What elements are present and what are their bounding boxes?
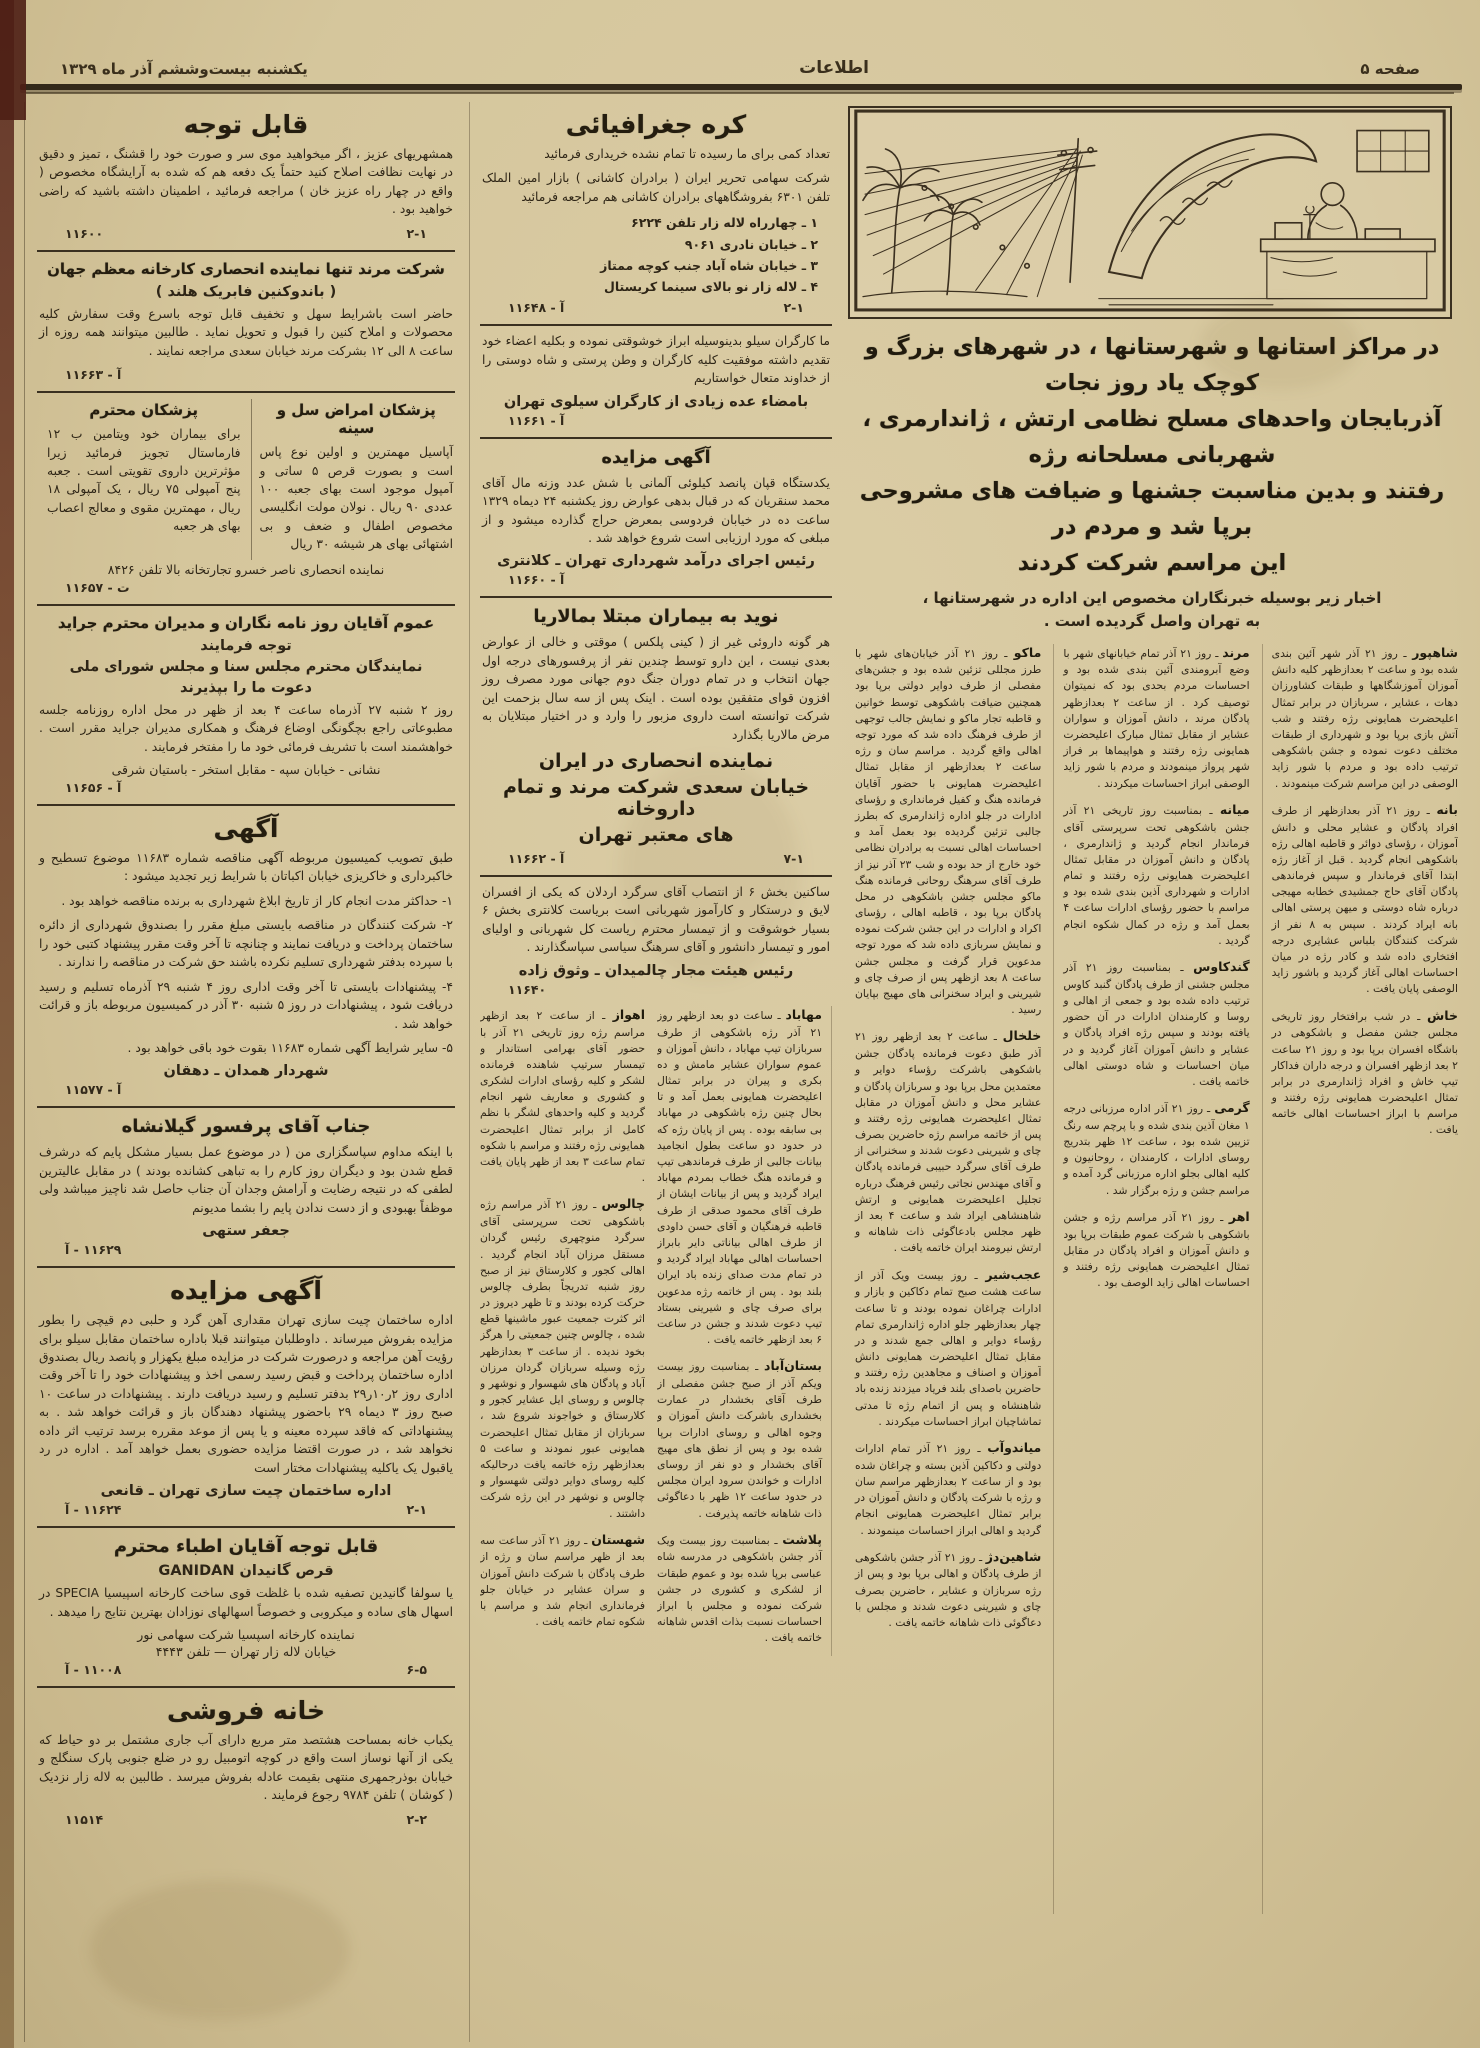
ad-title: کره جغرافیائی (565, 110, 747, 139)
ad-signature: بامضاء عده زیادی از کارگران سیلوی تهران (503, 393, 809, 410)
ad-section (37, 1106, 455, 1266)
ad-footer-line: نماینده کارخانه اسپسیا شرکت سهامی نور (137, 1626, 355, 1642)
city-name: بستان‌آباد (764, 1358, 822, 1374)
news-item: مهاباد ـ ساعت دو بعد ازظهر روز ۲۱ آذر رژه باشکوهی از طرف سربازان تیپ مهاباد ، دانش آموزان و عموم سواران عشایر مامش و ده بکری و پیران در برابر تمثال اعلیحضرت همایونی بعمل آمد و تا بحال چنین رژه باشکوهی در مهاباد بی سابقه بوده . پس از پایان رژه که در حدود دو ساعت بطول انجامید بیانات جالبی از طرف فرماندهی تیپ و فرمانده هنگ خطاب بمردم مهاباد ایراد گردید و پس از بیانات ایشان از طرف آقای محمود صدقی از طرف قاطبه فرهنگیان و آقای حسن داودی از طرف اهالی بیاناتی دایر بابراز احساسات اهالی مهاباد ایراد گردید و در تمام مدت صدای زنده باد ایران بلند بود . پس از خاتمه رژه مدعوین برای صرف چای و شیرینی بستاد تیپ دعوت شدند و جشن در ساعت ۶ بعد ازظهر خاتمه یافت . (657, 1006, 822, 1347)
makou-column (846, 644, 1041, 1914)
ad-branch-line: ۲ ـ خیابان نادری ۹۰۶۱ (684, 236, 818, 252)
city-name: خلخال (1002, 1028, 1042, 1044)
ad-section (37, 1526, 455, 1686)
ad-paragraph: تعداد کمی برای ما رسیده تا تمام نشده خریداری فرمائید (544, 147, 830, 161)
ad-paragraph: ما کارگران سیلو بدینوسیله ابراز خوشوقتی نموده و بکلیه اعضاء خود تقدیم داشته موفقیت کلیه کارگران و وطن پرستی و شاه دوستی را از خداوند متعال خواستاریم (482, 334, 830, 386)
ad-reference-row (39, 1811, 453, 1828)
ad-code-number: ۱۱۶۴۰ (508, 981, 547, 997)
ad-paragraph: آپاسیل مهمترین و اولین نوع پاس است و بصورت قرص ۵ ساتی و آمپول موجود است بهای جعبه ۱۰۰ عددی ۹۰ ریال . نولان مولت انگلیسی مخصوص اطفال و ضعف و بی اشتهائی بهای هر شیشه ۳۰ ریال (259, 445, 453, 552)
city-name: گرمی (1214, 1100, 1250, 1116)
middle-ads-stack (480, 102, 832, 1006)
news-item: خلخال ـ ساعت ۲ بعد ازظهر روز ۲۱ آذر طبق دعوت فرمانده پادگان جشن باشکوهی باشرکت رؤساء دوایر و معتمدین محل برپا بود و سربازان پادگان و عشایر محل و دانش آموزان در مقابل تمثال اعلیحضرت همایونی رژه رفتند و پس از خاتمه مراسم رژه حاضرین بصرف چای و شیرینی دعوت شدند و سخنرانی از طرف آقای سرگرد حبیبی فرمانده پادگان و آقای مهندس نجاتی رئیس فرهنگ درباره تجلیل اعلیحضرت همایونی و ارتش شاهنشاهی ایراد شد و ساعت ۴ بعد از ظهر مجلس بادعاگوئی ذات شاهانه و ارتش نیرومند ایران خاتمه یافت . (855, 1028, 1042, 1255)
ad-title: آگهی مزایده (601, 446, 711, 468)
news-item: گرمی ـ روز ۲۱ آذر اداره مرزبانی درجه ۱ مغان آذین بندی شده و با پرچم سه رنگ تزیین شده بود ، ساعت ۱۲ ظهر بتدریج روسای ادارات ، کارمندان ، روحانیون و کلیه اهالی بجلو اداره مرزبانی گرد آمده و مراسم جشن و رژه برگزار شد . (1063, 1100, 1250, 1197)
ad-paragraph: برای بیماران خود ویتامین ب ۱۲ فارماستال تجویز فرمائید زیرا مؤثرترین داروی تقویتی است . جعبه پنج آمپولی ۷۵ ریال ، یک آمپولی ۱۸ ریال ، مهمترین مقوی و معالج اعصاب بهای هر جعبه (47, 427, 241, 534)
marand-column (1053, 644, 1249, 1914)
city-name: عجب‌شیر (985, 1266, 1042, 1282)
ahvaz-column (480, 1006, 645, 1656)
news-item: چالوس ـ روز ۲۱ آذر مراسم رژه باشکوهی تحت سرپرستی آقای سرگرد منوچهری رئیس گردان مستقل مرزان آباد انجام گردید . اهالی کجور و کلارستاق نیز از صبح روز شنبه تدریجاً بطرف چالوس حرکت کرده بودند و تا ظهر دیروز در اثر کثرت جمعیت عبور ماشینها قطع شده ، چالوس چنین جمعیتی را هرگز بخود ندیده . از ساعت ۳ بعدازظهر رژه وسیله سربازان گردان مرزان آباد و پادگان های شهسوار و نوشهر و چالوس و روسای ایل عشایر کجور و کلارستاق و خواجوند شروع شد ، سربازان از مقابل تمثال اعلیحضرت همایونی عبور نمودند و ساعت ۵ بعدازظهر رژه خاتمه یافت درحالیکه کلیه روسای دوایر دولتی شهسوار و چالوس و نوشهر در این رژه شرکت داشتند . (480, 1196, 645, 1520)
ad-paragraph: هر گونه داروئی غیر از ( کینی پلکس ) موقتی و خالی از عوارض بعدی نیست ، این دارو توسط چندین نفر از پرفسورهای درجه اول جهان انتخاب و در تمام دوران جنگ دوم جهانی مورد مصرف روز افزون قوای متفقین بوده است . اینک پس از سه سال بزحمت این شرکت توانسته است داروی مزبور را وارد و در اختیار مبتلایان به مرض مالاریا بگذارد (482, 635, 830, 742)
ad-paragraph: ۱- حداکثر مدت انجام کار از تاریخ ابلاغ شهرداری به برنده مناقصه خواهد بود . (61, 893, 453, 908)
news-item: عجب‌شیر ـ روز بیست ویک آذر از ساعت هشت صبح تمام دکاکین و بازار و ادارات چراغان نموده بودند و تا ساعت چهار بعدازظهر جلو اداره ژاندارمری تمام رؤساء دوایر و اهالی جمع شدند و در مقابل تمثال اعلیحضرت همایونی دانش آموزان و اصناف و مجاهدین رژه رفتند و حاضرین باصدای بلند فریاد میزدند زنده باد شاهنشاه و پس از اتمام رژه تا مدتی تماشاچیان ابراز احساسات میکردند . (854, 1266, 1042, 1428)
news-item: میانه ـ بمناسبت روز تاریخی ۲۱ آذر جشن باشکوهی تحت سرپرستی آقای فرماندار انجام گردید و ژاندارمری ، پادگان و دانش آموزان در مقابل تمثال اعلیحضرت همایونی رژه رفتند و تمام ادارات و شهرداری آذین بندی شده بود و مراسم با حضور رؤسای ادارات ساعت ۴ بعمل آمد و رژه در کمال شکوه انجام گردید . (1063, 801, 1250, 947)
ad-series-number: ۲-۱ (406, 1502, 427, 1518)
ad-section (37, 391, 455, 604)
scan-edge-strip (0, 0, 14, 2048)
ad-reference-row (39, 1661, 453, 1678)
headline-line: این مراسم شرکت کردند (1017, 550, 1287, 576)
ad-title: خانه فروشی (167, 1695, 325, 1725)
ad-subtitle: دعوت ما را بپذیرند (180, 679, 312, 696)
masthead-illustration (848, 106, 1452, 319)
ad-branch-line: ۱ ـ چهارراه لاله زار تلفن ۶۲۲۴ (631, 215, 818, 231)
ad-reference-row (39, 1241, 453, 1258)
ad-subtitle: قرص گانیدان GANIDAN (158, 1563, 334, 1580)
ad-display-line: های معتبر تهران (578, 824, 734, 846)
ad-signature: اداره ساختمان چیت سازی تهران ـ قانعی (100, 1483, 392, 1500)
ad-branch-list (494, 212, 818, 297)
news-item: میاندوآب ـ روز ۲۱ آذر تمام ادارات دولتی و دکاکین آذین بسته و چراغان شده بود و از ساعت ۲ بعدازظهر مراسم سان و رژه با شرکت پادگان و دانش آموزان در برابر تمثال اعلیحضرت همایونی انجام گردید و اهالی ابراز احساسات مینمودند . (855, 1440, 1042, 1537)
ad-code-number: آ - ۱۱۶۴۸ (508, 300, 565, 316)
ad-section (480, 102, 832, 324)
news-item: شهستان ـ روز ۲۱ آذر ساعت سه بعد از ظهر مراسم سان و رژه از طرف پادگان با شرکت دانش آموزان و سران عشایر در خیابان جلو فرمانداری انجام شد و مراسم با شکوه تمام خاتمه یافت . (480, 1531, 645, 1629)
twin-ad (39, 399, 241, 560)
ad-title: قابل توجه (183, 110, 309, 139)
ad-signature: جعفر ستهی (202, 1223, 290, 1240)
city-name: شاهپور (1412, 644, 1458, 660)
ad-signature: شهردار همدان ـ دهقان (163, 1063, 329, 1080)
city-name: بانه (1436, 801, 1458, 817)
ad-reference-row (482, 412, 830, 429)
ad-code-number: ت - ۱۱۶۵۷ (65, 579, 130, 595)
city-name: مرند (1222, 644, 1250, 660)
ad-series-number: ۲-۱ (783, 300, 804, 316)
ad-section (37, 804, 455, 1106)
ad-code-number: ۱۱۵۱۴ (65, 1811, 104, 1827)
ad-code-number: ۱۱۰۰۸ - آ (65, 1661, 122, 1677)
ad-title: عموم آقایان روز نامه نگاران و مدیران محترم جراید (57, 613, 435, 632)
ad-signature: رئیس هیئت مجار چالمیدان ـ وثوق زاده (518, 962, 794, 979)
ad-paragraph: ساکنین بخش ۶ از انتصاب آقای سرگرد اردلان که یکی از افسران لایق و درستکار و کارآموز شهربانی است بریاست کلانتری بخش ۶ بسیار خوشوقت و از تیمسار محترم ریاست کل شهربانی و اولیای امور و تیمسار دانشور و آقای سرهنگ سیاسی سپاسگذارند . (482, 885, 831, 955)
ad-section (37, 604, 455, 804)
city-name: چالوس (601, 1196, 645, 1212)
lower-news-columns-row (480, 1006, 832, 1656)
ad-subtitle: توجه فرمایند (200, 637, 292, 654)
page-number: صفحه ۵ (1360, 60, 1420, 78)
city-name: میانه (1219, 801, 1250, 817)
ad-code-number: آ - ۱۱۶۶۲ (508, 851, 565, 866)
news-item: پلاشت ـ بمناسبت روز بیست ویک آذر جشن باشکوهی در مدرسه شاه عباسی برپا شده بود و عموم طبقات از لشکری و کشوری در جشن شرکت نموده و مجلس با ابراز احساسات نسبت بذات اقدس شاهانه خاتمه یافت . (657, 1531, 822, 1645)
masthead-rule-thin (26, 92, 1454, 94)
news-item: مرند ـ روز ۲۱ آذر تمام خیابانهای شهر با وضع آبرومندی آئین بندی شده بود و احساسات مردم بحدی بود که نمیتوان توصیف کرد . از ساعت ۲ بعدازظهر پادگان مرند ، دانش آموزان و سواران عشایر از مقابل تمثال مبارک اعلیحضرت همایونی رژه رفتند و هواپیماها بر فراز شهر پرواز مینمودند و مردم با شور زاید الوصفی ابراز احساسات میکردند . (1063, 644, 1250, 790)
news-item: بستان‌آباد ـ بمناسبت روز بیست ویکم آذر از صبح جشن مفصلی از طرف آقای بخشدار در عمارت بخشداری باشرکت دانش آموزان و وجوه اهالی و روسای ادارات برپا شده بود و پس از نطق های مهیج آقای بخشدار و دو نفر از روسای ادارات و خواندن سرود ایران مجلس در حدود ساعت ۱۲ ظهر با دعاگوئی ذات شاهانه خاتمه پذیرفت . (657, 1358, 822, 1520)
ad-paragraph: طبق تصویب کمیسیون مربوطه آگهی مناقصه شماره ۱۱۶۸۳ موضوع تسطیح و خاکبرداری و خاکریزی خیابان اکباتان با شرایط زیر تجدید میشود : (39, 851, 453, 884)
ad-section (37, 250, 455, 391)
city-name: میاندوآب (987, 1440, 1042, 1455)
ad-code-number: آ - ۱۱۶۵۶ (65, 780, 122, 795)
subhead-line: به تهران واصل گردیده است . (1043, 612, 1261, 631)
main-headline (856, 329, 1448, 581)
page-content (0, 94, 1480, 2042)
subhead-line: اخبار زیر بوسیله خبرنگاران مخصوص این اداره در شهرستانها ، (922, 589, 1382, 607)
ad-subtitle: نمایندگان محترم مجلس سنا و مجلس شورای ملی (69, 658, 423, 675)
news-item: شاهپور ـ روز ۲۱ آذر شهر آئین بندی شده بود و ساعت ۲ بعدازظهر کلیه دانش آموزان آموزشگاهها و طبقات کشاورزان دهات ، عشایر ، سربازان در برابر تمثال اعلیحضرت همایونی رژه رفتند و شب آتش بازی برپا بود و شهرداری از طبقات مختلف دعوت نموده و جشن باشکوهی ترتیب داده بود و مردم با شور زاید الوصفی در این مراسم شرکت مینمودند . (1271, 644, 1458, 790)
ad-section (480, 596, 832, 875)
ad-footer-line: خیابان لاله زار تهران — تلفن ۴۴۴۳ (155, 1643, 337, 1659)
city-name: گندکاوس (1193, 959, 1250, 974)
twin-ads (39, 399, 453, 560)
ad-reference-row (482, 981, 830, 998)
ad-series-number: ۲-۱ (406, 225, 427, 241)
ad-section (480, 437, 832, 597)
ad-reference-row (39, 1081, 453, 1098)
city-name: شاهین‌دژ (985, 1548, 1042, 1564)
ad-footer-line: نماینده انحصاری ناصر خسرو تجارتخانه بالا تلفن ۸۴۲۶ (107, 561, 385, 577)
ad-reference-row (39, 225, 453, 242)
news-item: اهر ـ روز ۲۱ آذر مراسم رژه و جشن باشکوهی با شرکت عموم طبقات برپا بود و دانش آموزان و افراد پادگان در مقابل تمثال اعلیحضرت همایونی رژه رفتند و احساسات اهالی زاید الوصف بود . (1063, 1208, 1250, 1290)
headline-line: آذربایجان واحدهای مسلح نظامی ارتش ، ژاندارمری ، شهربانی مسلحانه رژه (862, 406, 1442, 468)
issue-date: یکشنبه بیست‌وششم آذر ماه ۱۳۲۹ (60, 60, 308, 78)
ad-reference-row (482, 850, 830, 867)
ad-series-number: ۷-۱ (783, 851, 804, 866)
ad-paragraph: یکباب خانه بمساحت هشتصد متر مربع دارای آب جاری مشتمل بر دو حیاط که یکی از آنها نوساز است واقع در کوچه اتومبیل رو در ضلع جنوبی پارک سنگلج و خیابان بوذرجمهری منتهی بقیمت عادله بفروش میرسد . طالبین به لاله زار نزدیک ( کوشان ) تلفن ۹۷۸۴ رجوع فرمایند . (39, 1732, 453, 1803)
news-columns-row (846, 644, 1458, 1914)
news-item: گندکاوس ـ بمناسبت روز ۲۱ آذر مجلس جشنی از طرف پادگان گنبد کاوس ترتیب داده شده بود و جمعی از اهالی و روسا و کارمندان ادارات در آن حضور یافته بودند و سپس رژه افراد پادگان و عشایر و دانش آموزان آغاز گردید و در میان احساسات و شاه دوستی اهالی خاتمه یافت . (1063, 959, 1250, 1088)
ad-branch-line: ۳ ـ خیابان شاه آباد جنب کوچه ممتاز (600, 257, 818, 273)
ad-display-line: نماینده انحصاری در ایران (538, 750, 774, 772)
twin-ad (251, 399, 454, 560)
news-item: شاهین‌دژ ـ روز ۲۱ آذر جشن باشکوهی از طرف پادگان و اهالی برپا بود و پس از رژه سربازان و عشایر ، حاضرین بصرف چای و شیرینی دعوت شدند و مجلس با دعاگوئی ذات شاهانه خاتمه یافت . (855, 1548, 1042, 1629)
ad-paragraph: همشهریهای عزیز ، اگر میخواهید موی سر و صورت خود را قشنگ ، تمیز و دقیق در نهایت نظافت اصلاح کنید حتماً یک دفعه هم که شده به آرایشگاه مخصوص ( واقع در چهار راه عزیز خان ) مراجعه فرمائید ، اطمینان داشته باشید که راضی خواهید بود . (39, 147, 453, 217)
main-news-region (846, 102, 1458, 2042)
middle-ads-and-news-region (469, 102, 832, 2042)
ad-reference-row (39, 779, 453, 796)
ad-signature: رئیس اجرای درآمد شهرداری تهران ـ کلانتری (497, 553, 815, 570)
ad-code-number: ۱۱۶۲۴ - آ (65, 1502, 122, 1518)
ad-paragraph: یا سولفا گانیدین تصفیه شده با غلظت قوی ساخت کارخانه اسپیسیا SPECIA در اسهال های ساده و میکروبی و خصوصاً اسهالهای نوزادان بهترین نتایج را میدهد . (39, 1586, 453, 1619)
ad-code-number: ۱۱۶۲۹ - آ (65, 1242, 122, 1258)
ad-footer-line: نشانی - خیابان سپه - مقابل استخر - باستیان شرقی (111, 762, 381, 777)
ad-series-number: ۲-۲ (406, 1811, 427, 1827)
city-name: اهر (1228, 1208, 1250, 1224)
ad-section (480, 324, 832, 436)
ad-title: قابل توجه آقایان اطباء محترم (113, 1536, 379, 1558)
ad-title: نوید به بیماران مبتلا بمالاریا (533, 606, 779, 628)
classifieds-column (24, 102, 455, 2042)
ad-title: آگهی (213, 814, 279, 843)
newspaper-title: اطلاعات (799, 58, 869, 78)
news-item: بانه ـ روز ۲۱ آذر بعدازظهر از طرف افراد پادگان و عشایر محلی و دانش آموزان ، رؤسای دوائر و قاطبه اهالی رژه باشکوهی انجام گردید . قبل از آغاز رژه ابتدا آقای فرماندار و سپس فرماندهی پادگان آقای حاج جمشیدی خطابه مهیجی درباره شاه دوستی و میهن پرستی اهالی بانه ایراد کردند . سپس به ۸ نفر از شرکت کنندگان بلباس عشایری درجه افتخاری داده شد و کادر رژه در میان احساسات اهالی آغاز گردید و باشور زاید الوصفی پایان یافت . (1271, 801, 1458, 996)
ad-reference-row (39, 366, 453, 383)
ad-section (37, 102, 455, 250)
ad-title: پزشکان محترم (89, 401, 199, 420)
ad-section (37, 1686, 455, 1836)
city-name: شهستان (591, 1531, 645, 1547)
ad-code-number: آ - ۱۱۶۶۱ (508, 412, 565, 428)
ad-paragraph: ۲- شرکت کنندگان در مناقصه بایستی مبلغ مقرر را بصندوق شهرداری از دائره ساختمان پرداخت و دریافت نمایند و چنانچه تا آخر وقت مقرر پیشنهاد کتبی خود را با سپرده بدفتر شهرداری تسلیم نکرده باشند حق شرکت در مناقصه را ندارند . (39, 918, 453, 970)
ad-paragraph: روز ۲ شنبه ۲۷ آذرماه ساعت ۴ بعد از ظهر در محل اداره روزنامه جلسه مطبوعاتی راجع بچگونگی اوضاع فرهنگ و همکاری مدیران جراید مقرر است . خواهشمند است با تشریف فرمائی خود ما را مفتخر فرمایند . (39, 702, 453, 754)
headline-subtext (846, 587, 1458, 634)
ad-title: شرکت مرند تنها نماینده انحصاری کارخانه معظم جهان (47, 259, 445, 278)
news-item: اهواز ـ از ساعت ۲ بعد ازظهر مراسم رژه روز تاریخی ۲۱ آذر با حضور آقای بهرامی استاندار و تیمسار سرتیپ شاهنده فرمانده لشکر و کلیه رؤسای ادارات لشکری و کشوری و معاریف شهر انجام گردید و کلیه واحدهای لشگر با نظم کامل از برابر تمثال اعلیحضرت همایونی رژه رفتند و مراسم با شکوه تمام ساعت ۳ بعد از ظهر پایان یافت . (480, 1006, 645, 1185)
ad-code-number: آ - ۱۱۶۶۰ (508, 572, 565, 588)
city-name: ماکو (1013, 644, 1042, 660)
city-name: مهاباد (785, 1006, 822, 1022)
ad-paragraph: یکدستگاه قپان پانصد کیلوئی آلمانی با شش عدد وزنه مال آقای محمد سنقریان که در قبال بدهی عوارض روز یکشنبه ۲۴ دیماه ۱۳۲۹ ساعت ده در خیابان فردوسی بمعرض حراج گذارده میشود و از مبلغی که مورد ارزیابی است شروع خواهد شد . (482, 475, 831, 545)
ad-subtitle: ( باندوکنین فابریک هلند ) (155, 283, 337, 300)
city-name: اهواز (612, 1006, 645, 1022)
city-name: خاش (1427, 1007, 1458, 1023)
city-name: پلاشت (782, 1531, 822, 1547)
ad-paragraph: اداره ساختمان چیت سازی تهران مقداری آهن گرد و حلبی دم قیچی را بطور مزایده بفروش میرساند . داوطلبان میتوانند قبلا باداره ساختمان مقابل سیلو برای رؤیت آهن مراجعه و درصورت شرکت در مزایده مبلغ یکهزار و پانصد ریال بصندوق اداره ساختمان پرداخت و قبض رسید رسمی اخذ و پیشنهادات خود را تا آخر وقت اداری روز ۲ر۱۰ر۲۹ بدفتر تسلیم و رسید دریافت دارند . پیشنهادات در ساعت ۱۰ صبح روز ۳ دیماه ۲۹ باحضور پیشنهاد دهندگان باز و قرائت خواهد شد . به پیشنهاداتی که فاقد سپرده معینه و یا پس از موعد مقرره برسد ترتیب اثر داده نخواهد شد ، در صورت اقتضا مزایده حضوری بعمل خواهد آمد . اداره در رد یاقبول یک یاکلیه پیشنهادات مختار است (39, 1313, 454, 1475)
ad-reference-row (39, 579, 453, 596)
ad-display-line: خیابان سعدی شرکت مرند و تمام داروخانه (502, 776, 810, 820)
ad-paragraph: ۴- پیشنهادات بایستی تا آخر وقت اداری روز ۴ شنبه ۲۹ آذرماه تسلیم و رسید دریافت شود ، پیشنهادات در روز ۵ شنبه ۳۰ آذر در کمیسیون مربوطه باز و قرائت خواهد شد . (39, 979, 453, 1031)
masthead-rule-thick (20, 84, 1462, 90)
headline-line: رفتند و بدین مناسبت جشنها و ضیافت های مشروحی برپا شد و مردم در (859, 478, 1445, 540)
ad-section (480, 875, 832, 1006)
news-item: خاش ـ در شب برافتخار روز تاریخی مجلس جشن مفصل و باشکوهی در باشگاه افسران برپا بود و روز ۲۱ ساعت ۲ بعد ازظهر افسران و درجه داران فداکار تیپ خاش و افراد ژاندارمری در برابر تمثال اعلیحضرت همایونی رژه رفتند و مراسم با ابراز احساسات اهالی خاتمه یافت . (1271, 1007, 1458, 1137)
ad-code-number: آ - ۱۱۵۷۷ (65, 1082, 122, 1098)
ad-paragraph: ۵- سایر شرایط آگهی شماره ۱۱۶۸۳ بقوت خود باقی خواهد بود . (127, 1040, 453, 1055)
ad-paragraph: با اینکه مداوم سپاسگزاری من ( در موضوع عمل بسیار مشکل پایم که درشرف قطع شدن بود و دیگران روز کارم را به تباهی کشانده بودند ) در مقابل عالیترین لطفی که در نتیجه رضایت و آرامش وجدان آن جناب حاصل شد ناچیز میباشد ولی موظفاً بهبودی و از دست ندادن پایم را بشما مدیونم (39, 1145, 453, 1215)
news-item: ماکو ـ روز ۲۱ آذر خیابان‌های شهر با طرز مجللی تزئین شده بود و جشن‌های مفصلی از طرف دوایر دولتی برپا بود همچنین ضیافت باشکوهی توسط خوانین و قاطبه تجار ماکو و نمایش جالب توجهی از طرف فرهنگ داده شد که مورد توجه اهالی واقع گردید . مراسم سان و رژه ساعت ۲ بعدازظهر از مقابل تمثال اعلیحضرت همایونی با حضور آقایان فرمانده هنگ و کفیل فرمانداری و رؤسای ادارات در جلو اداره ژاندارمری که بطرز جالبی تزئین گردیده بود بعمل آمد و احساسات اهالی نسبت به برادران نظامی خود خارج از حد بوده و شب ۲۳ آذر نیز از طرف آقای سرهنگ روحانی فرمانده هنگ ماکو مجلس جشن باشکوهی در محل پادگان برپا بود ، قاطبه اهالی ، رؤسای اکراد و ادارات در این جشن شرکت نموده و نمایش سربازی داده شد که مورد توجه مدعوین قرار گرفت و مجلس جشن ساعت ۸ بعد ازظهر پس از صرف چای و شیرینی و ایراد سخنرانی های مهیج بپایان رسید . (855, 644, 1042, 1017)
ad-title: جناب آقای پرفسور گیلانشاه (121, 1116, 371, 1138)
ad-reference-row (482, 571, 830, 588)
ad-code-number: ۱۱۶۰۰ (65, 225, 104, 241)
ad-title: آگهی مزایده (170, 1276, 322, 1306)
ad-branch-line: ۴ ـ لاله زار نو بالای سینما کریستال (604, 279, 818, 295)
editorial-drawing-desk-and-telegraph (850, 108, 1450, 313)
mahabad-column (657, 1006, 832, 1656)
ad-code-number: آ - ۱۱۶۶۳ (65, 367, 122, 383)
ad-series-number: ۶-۵ (406, 1661, 427, 1677)
ad-reference-row (482, 299, 830, 316)
ad-paragraph: شرکت سهامی تحریر ایران ( برادران کاشانی ) بازار امین الملک تلفن ۶۳۰۱ بفروشگاههای برادران کاشانی هم مراجعه فرمائید (482, 171, 830, 204)
masthead (0, 0, 1480, 84)
ad-title: پزشکان امراض سل و سینه (276, 401, 436, 438)
shahpour-column (1262, 644, 1458, 1914)
headline-line: در مراکز استانها و شهرستانها ، در شهرهای بزرگ و کوچک یاد روز نجات (864, 334, 1440, 396)
ad-section (37, 1266, 455, 1526)
ad-reference-row (39, 1501, 453, 1518)
ad-paragraph: حاضر است باشرایط سهل و تخفیف قابل توجه باسرع وقت سفارش کلیه محصولات و املاح کنین را قبول و تحویل نماید . طالبین میتوانند همه روزه از ساعت ۸ الی ۱۲ بشرکت مرند خیابان سعدی مراجعه نمایند . (39, 306, 453, 358)
